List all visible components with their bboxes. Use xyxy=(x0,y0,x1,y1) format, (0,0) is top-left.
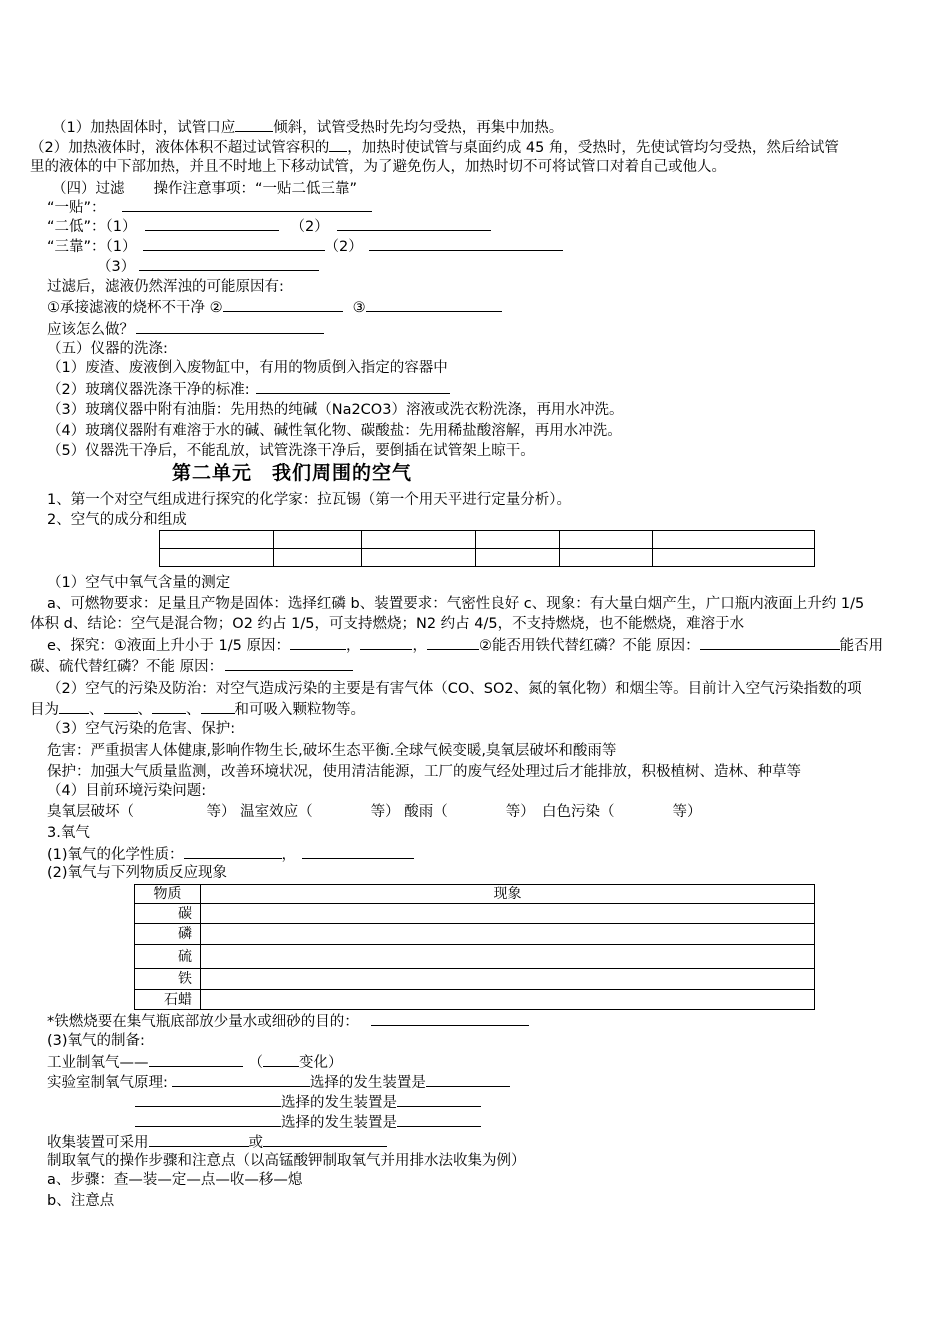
unit-title: 第二单元 我们周围的空气 xyxy=(172,462,413,484)
text-line: 保护：加强大气质量监测，改善环境状况，使用清洁能源，工厂的废气经处理过后才能排放，积极植树、造林、种草等 xyxy=(47,764,801,780)
text-line: 过滤后，滤液仍然浑浊的可能原因有: xyxy=(47,279,284,295)
text-line: 里的液体的中下部加热，并且不时地上下移动试管，为了避免伤人，加热时切不可将试管口对着自己或他人。 xyxy=(30,159,726,175)
text-line: b、注意点 xyxy=(47,1193,115,1209)
text-line: 1、第一个对空气组成进行探究的化学家：拉瓦锡（第一个用天平进行定量分析）。 xyxy=(47,492,571,508)
text-line: 碳、硫代替红磷？不能 原因： xyxy=(30,657,353,676)
text-line: （2）玻璃仪器洗涤干净的标准: xyxy=(47,380,450,399)
text-line: （1）加热固体时，试管口应 倾斜，试管受热时先均匀受热，再集中加热。 xyxy=(52,120,564,136)
text-line: 臭氧层破坏（ 等） 温室效应（ 等） 酸雨（ 等） 白色污染（ 等） xyxy=(47,804,702,820)
section-heading: （四）过滤 操作注意事项：“一贴二低三靠” xyxy=(52,181,358,197)
text-line: a、步骤：查—装—定—点—收—移—熄 xyxy=(47,1172,303,1188)
text-line: ①承接滤液的烧杯不干净 ② ③ xyxy=(47,298,502,317)
text-line: 选择的发生装置是 xyxy=(135,1113,481,1132)
text-line: （3）玻璃仪器中附有油脂：先用热的纯碱（Na2CO3）溶液或洗衣粉洗涤，再用水冲洗。 xyxy=(47,402,624,418)
section-heading: （1）空气中氧气含量的测定 xyxy=(47,575,231,591)
text-line: 应该怎么做？ xyxy=(47,320,324,339)
text-line: 危害：严重损害人体健康,影响作物生长,破坏生态平衡.全球气候变暖,臭氧层破坏和酸雨等 xyxy=(47,743,617,759)
text-line: e、探究：①液面上升小于 1/5 原因： ， ， ②能否用铁代替红磷？不能 原因： 能否用 xyxy=(47,638,884,654)
text-line: 2、空气的成分和组成 xyxy=(47,512,187,528)
text-line: “一贴”： xyxy=(47,198,372,217)
text-line: （4）玻璃仪器附有难溶于水的碱、碱性氧化物、碳酸盐：先用稀盐酸溶解，再用水冲洗。 xyxy=(47,423,622,439)
table-cell: 碳 xyxy=(135,904,201,924)
table-header: 现象 xyxy=(201,885,815,904)
text-line: （3） xyxy=(97,257,319,276)
text-line: 收集装置可采用 或 xyxy=(47,1133,387,1152)
text-line: 目为 、 、 、 和可吸入颗粒物等。 xyxy=(30,702,365,718)
oxygen-reaction-table xyxy=(134,884,815,1010)
table-cell: 磷 xyxy=(135,924,201,945)
text-line: （1）废渣、废液倒入废物缸中，有用的物质倒入指定的容器中 xyxy=(47,360,448,376)
section-heading: (3)氧气的制备: xyxy=(47,1033,145,1049)
text-line: 工业制氧气—— （ 变化） xyxy=(47,1055,343,1071)
text-line: 实验室制氧气原理: 选择的发生装置是 xyxy=(47,1073,510,1092)
table-cell: 硫 xyxy=(135,945,201,969)
text-line: 制取氧气的操作步骤和注意点（以高锰酸钾制取氧气并用排水法收集为例） xyxy=(47,1153,526,1169)
table-cell: 铁 xyxy=(135,969,201,990)
section-heading: （3）空气污染的危害、保护: xyxy=(47,721,236,737)
text-line: (1)氧气的化学性质： ， xyxy=(47,845,414,864)
section-heading: （五）仪器的洗涤: xyxy=(47,341,168,357)
text-line: （5）仪器洗干净后，不能乱放，试管洗涤干净后，要倒插在试管架上晾干。 xyxy=(47,443,535,459)
text-line: 体积 d、结论：空气是混合物；O2 约占 1/5，可支持燃烧；N2 约占 4/5，不支持燃烧，也不能燃烧，难溶于水 xyxy=(30,616,745,632)
text-line: (2)氧气与下列物质反应现象 xyxy=(47,865,228,881)
text-line: “三靠”：（1） （2） xyxy=(47,237,563,256)
section-heading: 3.氧气 xyxy=(47,825,90,841)
text-line: 选择的发生装置是 xyxy=(135,1093,481,1112)
table-cell: 石蜡 xyxy=(135,990,201,1010)
table-header: 物质 xyxy=(135,885,201,904)
section-heading: （4）目前环境污染问题: xyxy=(47,783,207,799)
text-line: （2）空气的污染及防治：对空气造成污染的主要是有害气体（CO、SO2、氮的氧化物）和烟尘等。目前计入空气污染指数的项 xyxy=(47,681,862,697)
text-line: *铁燃烧要在集气瓶底部放少量水或细砂的目的： xyxy=(47,1012,529,1031)
air-composition-table xyxy=(159,530,815,567)
text-line: a、可燃物要求：足量且产物是固体：选择红磷 b、装置要求：气密性良好 c、现象：有大量白烟产生，广口瓶内液面上升约 1/5 xyxy=(47,596,865,612)
text-line: “二低”：（1） （2） xyxy=(47,217,491,236)
text-line: （2）加热液体时，液体体积不超过试管容积的 ，加热时使试管与桌面约成 45 角，受热时，先使试管均匀受热，然后给试管 xyxy=(30,140,839,156)
